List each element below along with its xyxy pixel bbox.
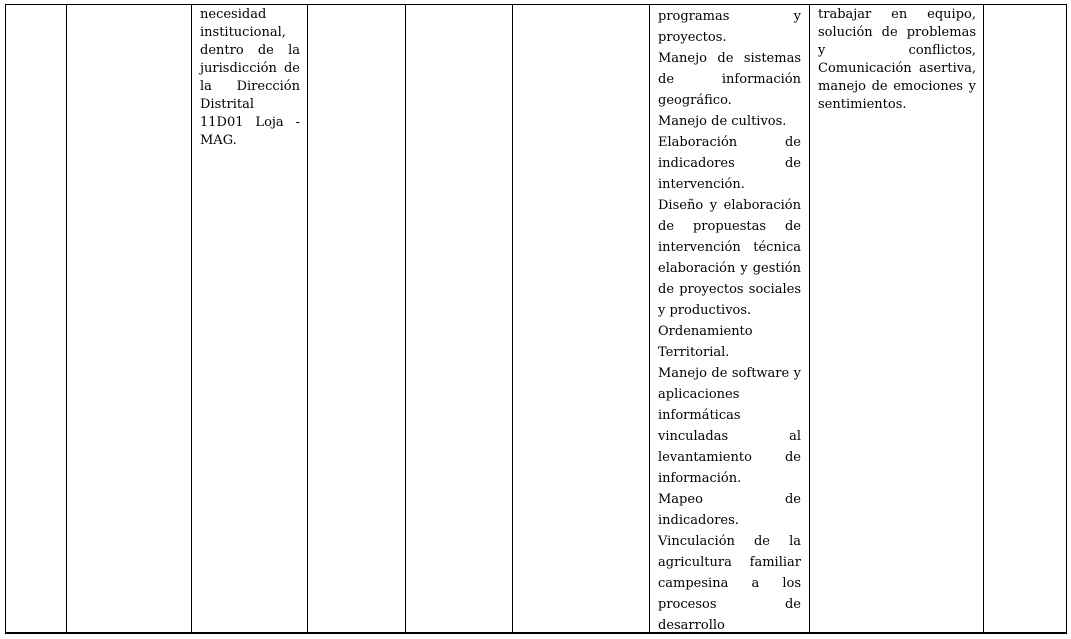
column-border [66,4,67,634]
cell-paragraph: trabajar en equipo, solución de problemas y conflictos, Comunicación asertiva, manejo de emociones y sentimientos. [818,7,976,112]
cell-paragraph: Manejo de software y aplicaciones informáticas vinculadas al levantamiento de información. [658,366,801,486]
cell-paragraph: Mapeo de indicadores. [658,492,801,528]
column-border [307,4,308,634]
table-top-border [5,4,1067,5]
cell-paragraph: Vinculación de la agricultura familiar campesina a los procesos de desarrollo [658,534,801,633]
cell-paragraph: Ordenamiento Territorial. [658,324,753,360]
cell-paragraph: Manejo de cultivos. [658,114,787,129]
column-border [191,4,192,634]
column-border [983,4,984,634]
cell-paragraph: programas y proyectos. [658,9,801,45]
cell-paragraph: necesidad institucional, dentro de la jurisdicción de la Dirección Distrital 11D01 Loja - MAG. [200,7,300,148]
table-cell-skills [818,6,976,114]
column-border [649,4,650,634]
table-cell-jurisdiction [200,6,300,150]
table-cell-knowledge [658,6,801,636]
column-border [512,4,513,634]
cell-paragraph: Diseño y elaboración de propuestas de intervención técnica elaboración y gestión de proyectos sociales y productivos. [658,198,801,318]
cell-paragraph: Elaboración de indicadores de intervención. [658,135,801,192]
cell-paragraph: Manejo de sistemas de información geográfico. [658,51,801,108]
table-bottom-border [5,632,1067,634]
column-border [405,4,406,634]
column-border [809,4,810,634]
column-border [1066,4,1067,634]
column-border [5,4,6,634]
